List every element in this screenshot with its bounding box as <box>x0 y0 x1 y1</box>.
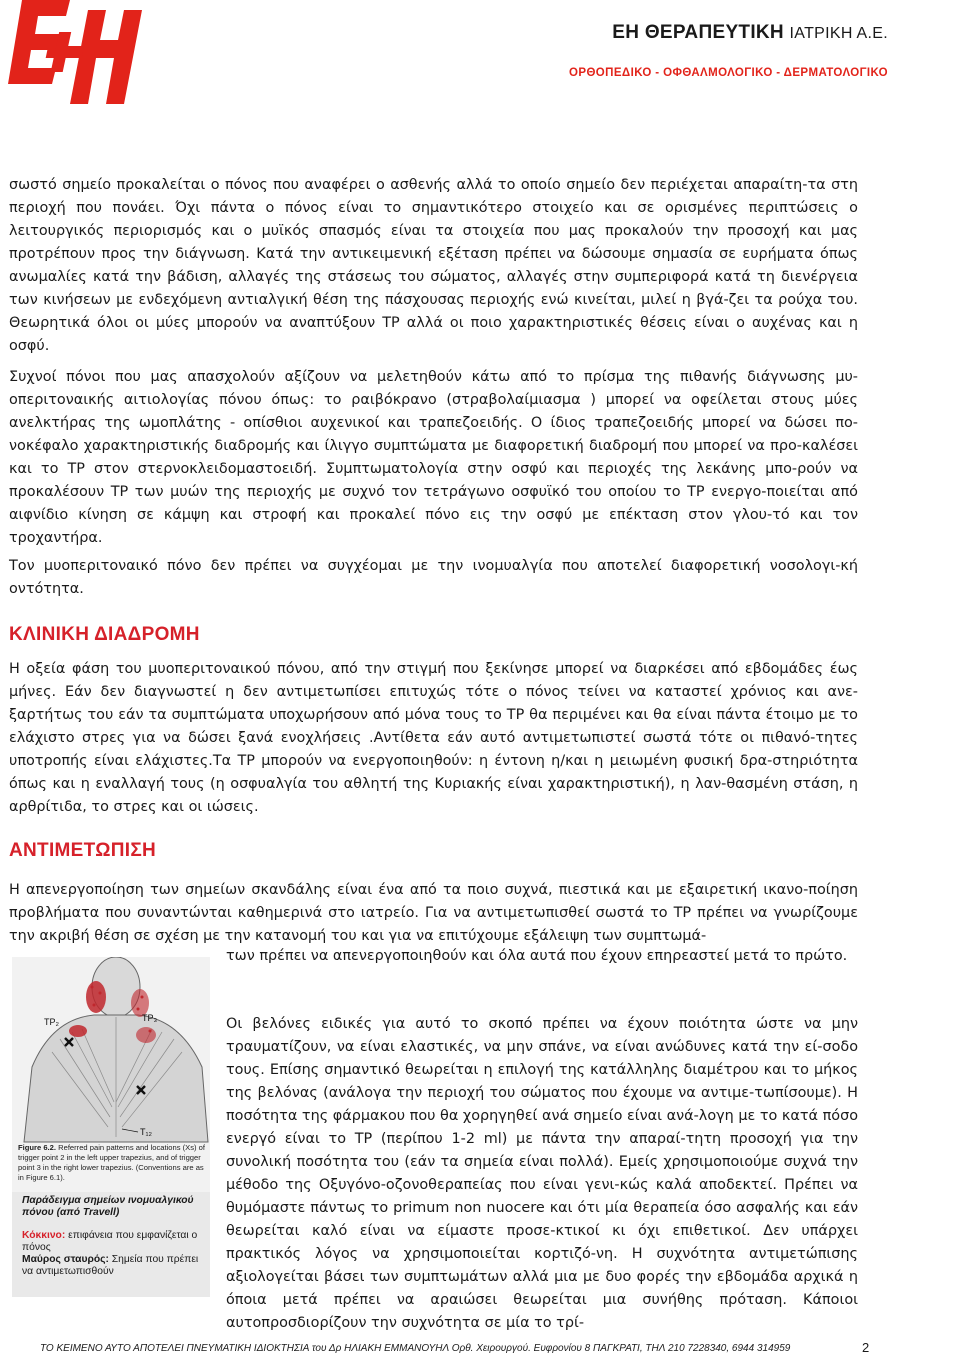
paragraph-5-continued: των πρέπει να απενεργοποιηθούν και όλα αυτά που έχουν επηρεαστεί μετά το πρώτο. <box>226 948 848 964</box>
red-legend-label: Κόκκινο: <box>22 1230 66 1241</box>
label-tp3: TP₃ <box>142 1013 158 1023</box>
brand-name: ΕΗ ΘΕΡΑΠΕΥΤΙΚΗ ΙΑΤΡΙΚΗ Α.Ε. <box>612 22 888 43</box>
paragraph-3: Τον μυοπεριτοναικό πόνο δεν πρέπει να συγχέομαι με την ινομυαλγία που αποτελεί διαφορετική νοσολογι-κή οντότητα. <box>9 558 858 597</box>
logo-text: Ε+Η <box>0 0 3 1</box>
paragraph-6: Οι βελόνες ειδικές για αυτό το σκοπό πρέπει να έχουν ποιότητα ώστε να μην τραυματίζουν, να είναι ελαστικές, να μην σπάνε, να είναι ανώδυνες κατά την εί-σοδο τους. Επίσης σημαντικό θεωρείται η επιλογή της κατάλληλης διαμέτρου και το μήκος της βελόνας (ανάλογα την περιοχή του σώματος που έχουμε να αντιμε-τωπίσουμε). Η ποσότητα της φάρμακου που θα χορηγηθεί ανά σημείο είναι ανά-λογη με το κατά πόσο ενεργό είναι το TP (περίπου 1-2 ml) με πάντα την απαραί-τητη προσοχή για την συνολική ποσότητα του (εάν τα σημεία είναι πολλά). Εμείς χρησιμοποιούμε συχνά την μέθοδο της Οξυγόνο-οζονοθεραπείας που είναι γενι-κώς καλά αποδεκτεί. Πρέπει να θυμόμαστε πάντως το primum non nuocere και ότι μία θεραπεία όσο ασφαλής και εάν θεωρείται καλό είναι να είμαστε προσε-κτικοί κι όχι επιθετικοί. Δεν υπάρχει πρακτικός λόγος να χρησιμοποιείται κορτιζό-νη. Η συχνότητα αντιμετώπισης αξιολογείται βάσει των συμπτωμάτων αλλά μια με δυο φορές την εβδομάδα αρχικά η όποια μετά πρέπει να αραιώσει θεωρείται μια συνήθης πρόταση. Κάποιοι αυτοπροσδιορίζουν την συχνότητα σε μία το τρί- <box>226 1016 858 1331</box>
heading-treatment: ΑΝΤΙΜΕΤΩΠΙΣΗ <box>9 840 157 861</box>
black-legend-desc: Σημεία που πρέπει να αντιμετωπισθούν <box>22 1254 199 1277</box>
black-legend-label: Μαύρος σταυρός: <box>22 1254 109 1265</box>
paragraph-2: Συχνοί πόνοι που μας απασχολούν αξίζουν να μελετηθούν κάτω από το πρίσμα της πιθανής διάγνωσης μυ-οπεριτοναικής αιτιολογίας πόνου όπως: το ραιβόκρανο (στραβολαίμιασμα ) μπορεί να οφείλεται στους μύες ανελκτήρας της ωμοπλάτης - οπίσθιοι αυχενικοί και τραπεζοειδής. Ο ίδιος τραπεζοειδής μπορεί να δώσει πο-νοκέφαλο χαρακτηριστικής διαδρομής και ίλιγγο συμπτώματα με διαφορετική διαδρομή που μπορεί να προ-καλέσει και το TP στον στερνοκλειδομαστοειδή. Συμπτωματολογία στην οσφύ και περιοχές της λεκάνης μπο-ρούν να προκαλέσουν TP των μυών της περιοχής με συχνό τον τετράγωνο οσφυϊκό του οποίου το TP ενεργο-ποιείται από αιφνίδιο κίνηση σε κάμψη και στροφή και προκαλεί πόνο εις την οσφύ με επέκταση στον γλου-τό και τον τροχαντήρα. <box>9 369 858 546</box>
figure-note <box>22 1195 202 1278</box>
footer-copyright: ΤΟ ΚΕΙΜΕΝΟ ΑΥΤΟ ΑΠΟΤΕΛΕΙ ΠΝΕΥΜΑΤΙΚΗ ΙΔΙΟΚΤΗΣΙΑ του Δρ ΗΛΙΑΚΗ ΕΜΜΑΝΟΥΗΛ Ορθ. Χειρουργού. Ευφρονίου 8 ΠΑΓΚΡΑΤΙ, ΤΗΛ 210 7228340, 6944 314959 <box>40 1343 791 1354</box>
brand-subtitle: ΟΡΘΟΠΕΔΙΚΟ - ΟΦΘΑΛΜΟΛΟΓΙΚΟ - ΔΕΡΜΑΤΟΛΟΓΙΚΟ <box>569 67 888 79</box>
heading-clinical-course: ΚΛΙΝΙΚΗ ΔΙΑΔΡΟΜΗ <box>9 624 200 645</box>
label-t12: T₁₂ <box>140 1127 153 1137</box>
trigger-point-figure <box>12 957 210 1297</box>
company-logo <box>0 0 150 112</box>
red-legend-desc: επιφάνεια που εμφανίζεται ο πόνος <box>22 1230 198 1253</box>
page-number: 2 <box>862 1340 870 1355</box>
paragraph-4: Η οξεία φάση του μυοπεριτοναικού πόνου, από την στιγμή που ξεκίνησε μπορεί να διαρκέσει από εβδομάδες έως μήνες. Εάν δεν διαγνωστεί η δεν αντιμετωπίσει επιτυχώς τότε ο πόνος τείνει να καταστεί χρόνιος και ανε-ξαρτήτως του εάν τα συμπτώματα υποχωρήσουν από μόνα τους το TP θα περιμένει και θα είναι πάντα έτοιμο με το ελάχιστο στρες για να δώσει ξανά ενοχλήσεις .Αντίθετα εάν αυτό αντιμετωπιστεί σωστά τότε οι πιθανό-τητες υποτροπής είναι ελάχιστες.Τα TP μπορούν να ενεργοποιηθούν: η έντονη η/και η μειωμένη φυσική δρα-στηριότητα όπως και η εναλλαγή τους (η οσφυαλγία του αθλητή της Κυριακής είναι χαρακτηριστική), η λαν-θασμένη στάση, η αρθρίτιδα, το στρες και οι ιώσεις. <box>9 661 858 815</box>
paragraph-5: Η απενεργοποίηση των σημείων σκανδάλης είναι ένα από τα ποιο συχνά, πιεστικά και με εξαιρετική ικανο-ποίηση προβλήματα που συναντώνται καθημερινά στο ιατρείο. Για να αντιμετωπισθεί σωστά το TP πρέπει να γνωρίζουμε την ακριβή θέση σε σχέση με την κατανομή του και για να επιτύχουμε εξάλειψη των συμπτωμά- <box>9 882 858 944</box>
logo-mark <box>8 0 142 104</box>
brand-header <box>612 22 888 44</box>
label-tp2: TP₂ <box>44 1017 59 1027</box>
figure-print-caption: Figure 6.2. Referred pain patterns and locations (Xs) of trigger point 2 in the left upper trapezius, and of trigger point 3 in the right lower trapezius. (Conventions are as in Figure 6.1). <box>18 1143 206 1182</box>
paragraph-1: σωστό σημείο προκαλείται ο πόνος που αναφέρει ο ασθενής αλλά το οποίο σημείο δεν περιέχεται απαραίτη-τα στη περιοχή που πονάει. Όχι πάντα ο πόνος είναι το σημαντικότερο στοιχείο και σε ορισμένες περιπτώσεις ο λειτουργικός περιορισμός και ο μυϊκός σπασμός είναι τα στοιχεία που μας προκαλούν την προσοχή και μας προτρέπουν προς την διάγνωση. Κατά την αντικειμενική εξέταση πρέπει να δώσουμε σημασία σε ευρήματα όπως ανωμαλίες κατά την βάδιση, αλλαγές της στάσεως του σώματος, αλλαγές στην συμπεριφορά κατά τη διενέργεια των κινήσεων με ενδεχόμενη αντιαλγική θέση της πάσχουσας περιοχής ενώ κινείται, μιλεί η βγά-ζει τα ρούχα του. Θεωρητικά όλοι οι μύες μπορούν να αναπτύξουν TP αλλά οι ποιο χαρακτηριστικές θέσεις είναι ο αυχένας και η οσφύ. <box>9 177 858 354</box>
brand-suffix: ΙΑΤΡΙΚΗ Α.Ε. <box>789 25 888 42</box>
figure-note-title: Παράδειγμα σημείων ινομυαλγικού πόνου (από Travell) <box>22 1195 194 1218</box>
